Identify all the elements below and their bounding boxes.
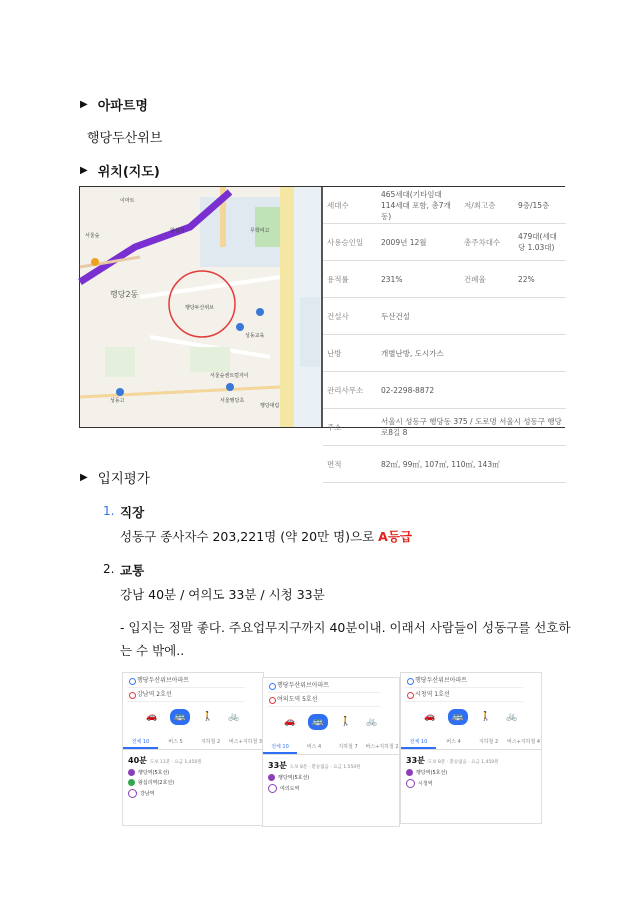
info-row [323, 224, 566, 261]
svg-text:행당대림: 행당대림 [260, 403, 280, 409]
origin-text: 행당두산위브아파트 [415, 677, 468, 684]
note-line: - 입지는 정말 좋다. 주요업무지구까지 40분이내. 이래서 사람들이 성동구를 선호하 [120, 620, 571, 635]
bike-icon[interactable]: 🚲 [366, 717, 378, 727]
section-apartment-name [80, 95, 148, 114]
info-value: 9층/15층 [514, 187, 566, 224]
info-value: 231% [377, 261, 460, 298]
origin-field[interactable] [127, 675, 245, 688]
info-row [323, 372, 566, 409]
info-row [323, 446, 566, 483]
route-card [122, 672, 264, 826]
transit-icon[interactable]: 🚌 [448, 709, 468, 725]
transit-icon[interactable]: 🚌 [170, 709, 190, 725]
stop-name: 강남역 [140, 791, 155, 797]
route-meta: 도보 8분 · 환승없음 · 요금 1,450원 [427, 760, 499, 765]
info-value: 서울시 성동구 행당동 375 / 도로명 서울시 성동구 행당로8길 8 [377, 409, 566, 446]
list-number: 2. [103, 562, 115, 576]
tab-bus-subway[interactable]: 버스+지하철 3 [228, 739, 263, 745]
bike-icon[interactable]: 🚲 [228, 712, 240, 722]
svg-text:왕십리: 왕십리 [170, 228, 185, 234]
destination-field[interactable] [405, 689, 523, 702]
origin-text: 행당두산위브아파트 [277, 682, 330, 689]
travel-modes [123, 707, 263, 727]
route-stop [128, 779, 174, 786]
tab-subway[interactable]: 지하철 2 [478, 739, 499, 745]
info-value: 2009년 12월 [377, 224, 460, 261]
duration-text: 33분 [268, 761, 287, 770]
info-key: 용적률 [323, 261, 377, 298]
route-duration [406, 755, 499, 766]
route-card [400, 672, 542, 824]
section-title: 입지평가 [97, 471, 150, 487]
transit-icon[interactable]: 🚌 [308, 714, 328, 730]
svg-text:서울숲센트럴자이: 서울숲센트럴자이 [210, 373, 249, 379]
info-key: 세대수 [323, 187, 377, 224]
list-number: 1. [103, 504, 115, 518]
tab-all[interactable]: 전체 10 [401, 735, 436, 749]
line-dot-icon [128, 779, 135, 786]
route-card [262, 677, 400, 827]
stop-name: 시청역 [418, 781, 433, 787]
info-key: 사용승인일 [323, 224, 377, 261]
route-stop [268, 774, 309, 781]
tab-all[interactable]: 전체 10 [263, 740, 297, 754]
info-value: 82㎡, 99㎡, 107㎡, 110㎡, 143㎡ [377, 446, 566, 483]
section-location [80, 161, 160, 180]
info-value: 479대(세대당 1.03대) [514, 224, 566, 261]
stop-name: 행당역(5호선) [416, 770, 448, 776]
map-image [80, 187, 321, 427]
stop-name: 여의도역 [280, 786, 300, 792]
destination-field[interactable] [127, 689, 245, 702]
triangle-bullet-icon: ▶ [80, 471, 88, 483]
bike-icon[interactable]: 🚲 [506, 712, 518, 722]
section-title: 위치(지도) [97, 165, 160, 180]
tab-all[interactable]: 전체 10 [123, 735, 158, 749]
route-stop [128, 789, 155, 798]
route-duration [128, 755, 202, 766]
svg-text:행당두산위브: 행당두산위브 [185, 305, 214, 311]
route-stop [406, 769, 447, 776]
travel-modes [263, 712, 399, 732]
route-stop [128, 769, 169, 776]
info-row [323, 298, 566, 335]
destination-field[interactable] [267, 694, 381, 707]
commute-times: 강남 40분 / 여의도 33분 / 시청 33분 [120, 587, 325, 602]
walk-icon[interactable]: 🚶 [202, 712, 214, 722]
item-title: 교통 [120, 563, 145, 578]
item-text [120, 527, 412, 545]
section-title: 아파트명 [97, 99, 148, 114]
route-duration [268, 760, 361, 771]
svg-text:성동고: 성동고 [110, 398, 125, 404]
route-stop [268, 784, 299, 793]
svg-text:이마트: 이마트 [120, 198, 135, 204]
info-row [323, 335, 566, 372]
line-dot-icon [268, 784, 277, 793]
origin-dot-icon [407, 678, 414, 685]
svg-text:무학여고: 무학여고 [250, 228, 270, 234]
origin-dot-icon [129, 678, 136, 685]
destination-text: 여의도역 5호선 [277, 696, 318, 703]
destination-dot-icon [129, 692, 136, 699]
tab-bus[interactable]: 버스 4 [306, 744, 322, 750]
line-dot-icon [128, 789, 137, 798]
route-meta: 도보 8분 · 환승없음 · 요금 1,550원 [289, 765, 361, 770]
duration-text: 33분 [406, 756, 425, 765]
apartment-info-table [321, 187, 566, 469]
line-dot-icon [406, 769, 413, 776]
destination-text: 강남역 2호선 [137, 691, 172, 698]
origin-dot-icon [269, 683, 276, 690]
destination-dot-icon [269, 697, 276, 704]
tab-bus[interactable]: 버스 4 [446, 739, 461, 745]
section-evaluation [80, 467, 150, 487]
walk-icon[interactable]: 🚶 [480, 712, 492, 722]
stop-name: 왕십리역(2호선) [138, 780, 175, 786]
origin-text: 행당두산위브아파트 [137, 677, 190, 684]
info-row [323, 187, 566, 224]
tab-subway[interactable]: 지하철 7 [338, 744, 358, 750]
stop-name: 행당역(5호선) [278, 775, 310, 781]
line-dot-icon [268, 774, 275, 781]
tab-bus-subway[interactable]: 버스+지하철 2 [365, 744, 399, 750]
info-key: 저/최고층 [460, 187, 514, 224]
travel-modes [401, 707, 541, 727]
duration-text: 40분 [128, 756, 147, 765]
origin-field[interactable] [267, 680, 381, 693]
route-meta: 도보 11분 · 요금 1,450원 [149, 760, 202, 765]
stop-name: 행당역(5호선) [138, 770, 170, 776]
info-key: 총주차대수 [460, 224, 514, 261]
walk-icon[interactable]: 🚶 [340, 717, 352, 727]
triangle-bullet-icon: ▶ [80, 165, 88, 176]
route-tabs [263, 740, 399, 755]
line-dot-icon [128, 769, 135, 776]
info-key: 건폐율 [460, 261, 514, 298]
info-key: 관리사무소 [323, 372, 377, 409]
info-key: 면적 [323, 446, 377, 483]
note-line: 는 수 밖에.. [120, 643, 185, 658]
route-tabs [401, 735, 541, 750]
info-row [323, 409, 566, 446]
car-icon[interactable]: 🚗 [424, 712, 436, 722]
svg-text:성동교육: 성동교육 [245, 333, 265, 339]
origin-field[interactable] [405, 675, 523, 688]
destination-text: 시청역 1호선 [415, 691, 450, 698]
info-value: 02-2298-8872 [377, 372, 566, 409]
tab-bus-subway[interactable]: 버스+지하철 4 [506, 739, 541, 745]
car-icon[interactable]: 🚗 [146, 712, 158, 722]
workplace-text: 성동구 종사자수 203,221명 (약 20만 명)으로 [120, 529, 379, 544]
info-row [323, 261, 566, 298]
triangle-bullet-icon: ▶ [80, 99, 88, 110]
car-icon[interactable]: 🚗 [284, 717, 296, 727]
svg-text:행당2동: 행당2동 [110, 290, 139, 299]
info-key: 건설사 [323, 298, 377, 335]
route-stop [406, 779, 433, 788]
line-dot-icon [406, 779, 415, 788]
svg-text:서울행당초: 서울행당초 [220, 398, 245, 404]
info-value: 465세대(기타임대 114세대 포함, 총7개동) [377, 187, 460, 224]
item-title: 직장 [120, 505, 145, 520]
info-value: 22% [514, 261, 566, 298]
svg-text:서울숲: 서울숲 [85, 233, 100, 239]
route-tabs [123, 735, 263, 750]
apartment-name: 행당두산위브 [87, 131, 163, 146]
tab-subway[interactable]: 지하철 2 [200, 739, 221, 745]
info-value: 개별난방, 도시가스 [377, 335, 566, 372]
info-value: 두산건설 [377, 298, 566, 335]
info-key: 난방 [323, 335, 377, 372]
grade-badge: A등급 [378, 529, 412, 544]
location-map-figure [79, 186, 565, 469]
info-key: 주소 [323, 409, 377, 446]
destination-dot-icon [407, 692, 414, 699]
tab-bus[interactable]: 버스 5 [168, 739, 183, 745]
